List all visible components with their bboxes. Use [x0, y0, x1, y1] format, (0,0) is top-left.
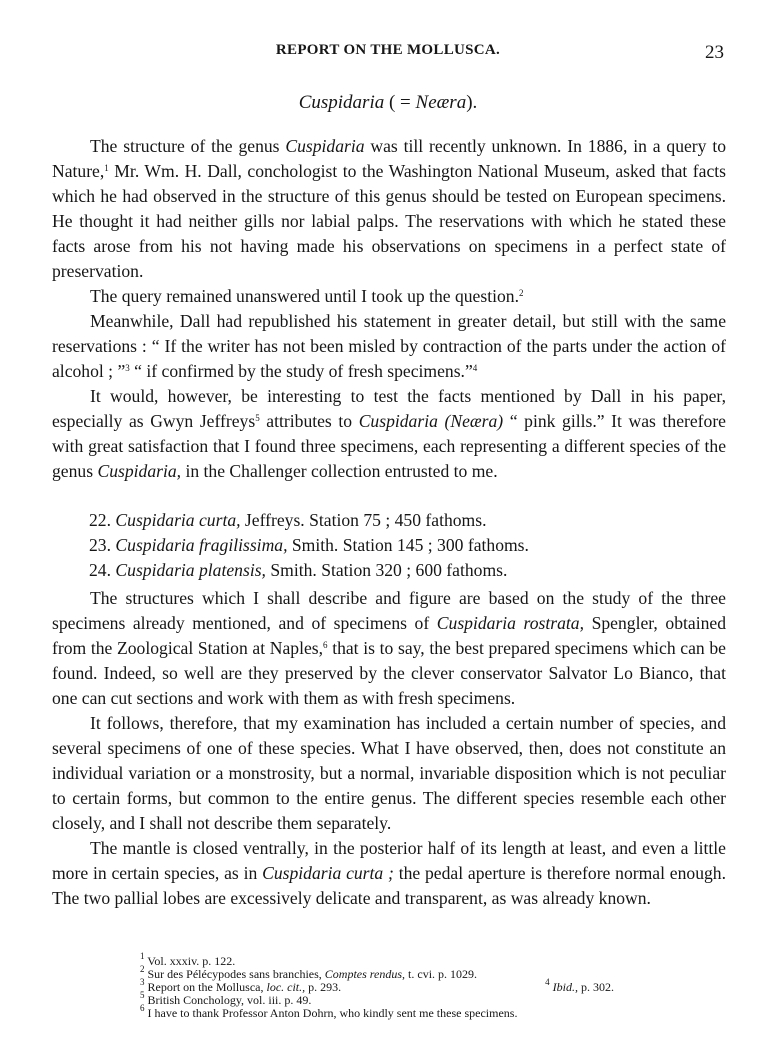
p3-text-a: Meanwhile, Dall had republished his statement in greater detail, but still with the same reservations : “ If the writer has not been misled by contraction of the parts under the action of alcohol ; ” — [52, 311, 726, 381]
species-name: Cuspidaria platensis, — [115, 560, 266, 580]
footnote-number: 4 — [545, 977, 550, 987]
paragraph-2 — [52, 284, 726, 309]
p5-text-c: Spengler, obtained from the Zoological Station at Naples, — [52, 613, 726, 658]
footnotes — [140, 951, 640, 1020]
paragraph-6 — [52, 711, 726, 836]
p4-text-f: in the Challenger collection entrusted to me. — [181, 461, 498, 481]
footnote-number: 5 — [140, 990, 145, 1000]
section-synonym-open: ( = — [384, 92, 416, 113]
footnote-italic: loc. cit., — [266, 980, 306, 994]
p4-text-a: It would, however, be interesting to test the facts mentioned by Dall in his paper, especially as Gwyn Jeffreys — [52, 386, 726, 431]
footnote-3 — [140, 977, 342, 994]
p5-text-a: The structures which I shall describe and figure are based on the study of the three specimens already mentioned, and of specimens of — [52, 588, 726, 633]
p1-text-c: was till recently unknown. In 1886, in a query to Nature, — [52, 136, 727, 181]
p1-text-d: Mr. Wm. H. Dall, conchologist to the Washington National Museum, asked that facts which he had observed in the structure of this genus should be tested on European specimens. He thought it had neither gills nor labial palps. The reservations with which he stated these facts arose from his not having made his observations on specimens in a perfect state of preservation. — [52, 161, 726, 281]
section-synonym: Neæra — [415, 92, 467, 113]
footnote-ref-6: 6 — [323, 640, 328, 650]
species-number: 22. — [89, 510, 111, 530]
p3-text-b: “ if confirmed by the study of fresh specimens.” — [129, 361, 473, 381]
p4-text-d: “ pink gills.” It was therefore with great satisfaction that I found three specimens, each representing a different species of the genus — [52, 411, 726, 481]
page-number: 23 — [705, 42, 724, 63]
paragraph-5 — [52, 586, 726, 711]
footnote-text: t. cvi. p. 1029. — [405, 967, 478, 981]
species-item — [89, 558, 729, 583]
page-header — [0, 42, 776, 66]
footnote-4 — [545, 977, 614, 994]
footnote-number: 1 — [140, 951, 145, 961]
species-details: Smith. Station 145 ; 300 fathoms. — [287, 535, 529, 555]
section-title — [0, 92, 776, 114]
p7-genus: Cuspidaria curta ; — [262, 863, 394, 883]
body-text-lower — [52, 586, 726, 911]
p2-text: The query remained unanswered until I took up the question. — [90, 286, 519, 306]
p4-text-b: attributes to — [259, 411, 359, 431]
species-number: 24. — [89, 560, 111, 580]
species-details: Jeffreys. Station 75 ; 450 fathoms. — [240, 510, 487, 530]
p4-genus: Cuspidaria (Neæra) — [358, 411, 504, 431]
footnote-text: Vol. xxxiv. p. 122. — [144, 954, 236, 968]
p5-genus: Cuspidaria rostrata, — [436, 613, 585, 633]
footnote-ref-2: 2 — [518, 288, 524, 298]
footnote-text: p. 293. — [305, 980, 342, 994]
footnote-ref-1: 1 — [104, 163, 109, 173]
p7-text-a: The mantle is closed ventrally, in the posterior half of its length at least, and even a little more in certain species, as in — [52, 838, 726, 883]
species-name: Cuspidaria curta, — [115, 510, 241, 530]
p4-genus-2: Cuspidaria, — [97, 461, 182, 481]
running-head: REPORT ON THE MOLLUSCA. — [275, 42, 501, 58]
footnote-6 — [140, 1003, 640, 1020]
footnote-text: British Conchology, vol. iii. p. 49. — [144, 993, 312, 1007]
species-list — [89, 508, 729, 583]
footnote-ref-5: 5 — [255, 413, 260, 423]
paragraph-1 — [52, 134, 726, 284]
footnote-text: I have to thank Professor Anton Dohrn, who kindly sent me these specimens. — [144, 1006, 518, 1020]
footnote-number: 3 — [140, 977, 145, 987]
footnote-number: 6 — [140, 1003, 145, 1013]
footnote-text: Sur des Pélécypodes sans branchies, — [144, 967, 325, 981]
species-item — [89, 508, 729, 533]
species-item — [89, 533, 729, 558]
footnote-text: Report on the Mollusca, — [144, 980, 267, 994]
footnote-text: p. 302. — [578, 980, 614, 994]
footnote-italic: Ibid., — [552, 980, 578, 994]
footnote-ref-4: 4 — [472, 363, 478, 373]
p1-genus: Cuspidaria — [285, 136, 365, 156]
paragraph-3 — [52, 309, 726, 384]
p5-text-d: that is to say, the best prepared specimens which can be found. Indeed, so well are they preserved by the clever conservator Salvator Lo Bianco, that one can cut sections and work with them as with fresh specimens. — [52, 638, 726, 708]
p6-text: It follows, therefore, that my examination has included a certain number of species, and several specimens of one of these species. What I have observed, then, does not constitute an individual variation or a monstrosity, but a normal, invariable disposition which is not peculiar to certain forms, but common to the entire genus. The different species resemble each other closely, and I shall not describe them separately. — [52, 713, 726, 833]
footnote-number: 2 — [140, 964, 145, 974]
paragraph-4 — [52, 384, 726, 484]
footnote-ref-3: 3 — [125, 363, 130, 373]
paragraph-7 — [52, 836, 726, 911]
species-details: Smith. Station 320 ; 600 fathoms. — [265, 560, 508, 580]
species-number: 23. — [89, 535, 111, 555]
section-genus: Cuspidaria — [298, 92, 385, 113]
body-text-upper — [52, 134, 726, 484]
footnote-row-3-4 — [140, 977, 640, 994]
footnote-italic: Comptes rendus, — [324, 967, 406, 981]
p1-text-a: The structure of the genus — [90, 136, 286, 156]
p7-text-c: the pedal aperture is therefore normal enough. The two pallial lobes are excessively delicate and transparent, as was already known. — [52, 863, 726, 908]
species-name: Cuspidaria fragilissima, — [115, 535, 288, 555]
section-synonym-close: ). — [466, 92, 478, 113]
